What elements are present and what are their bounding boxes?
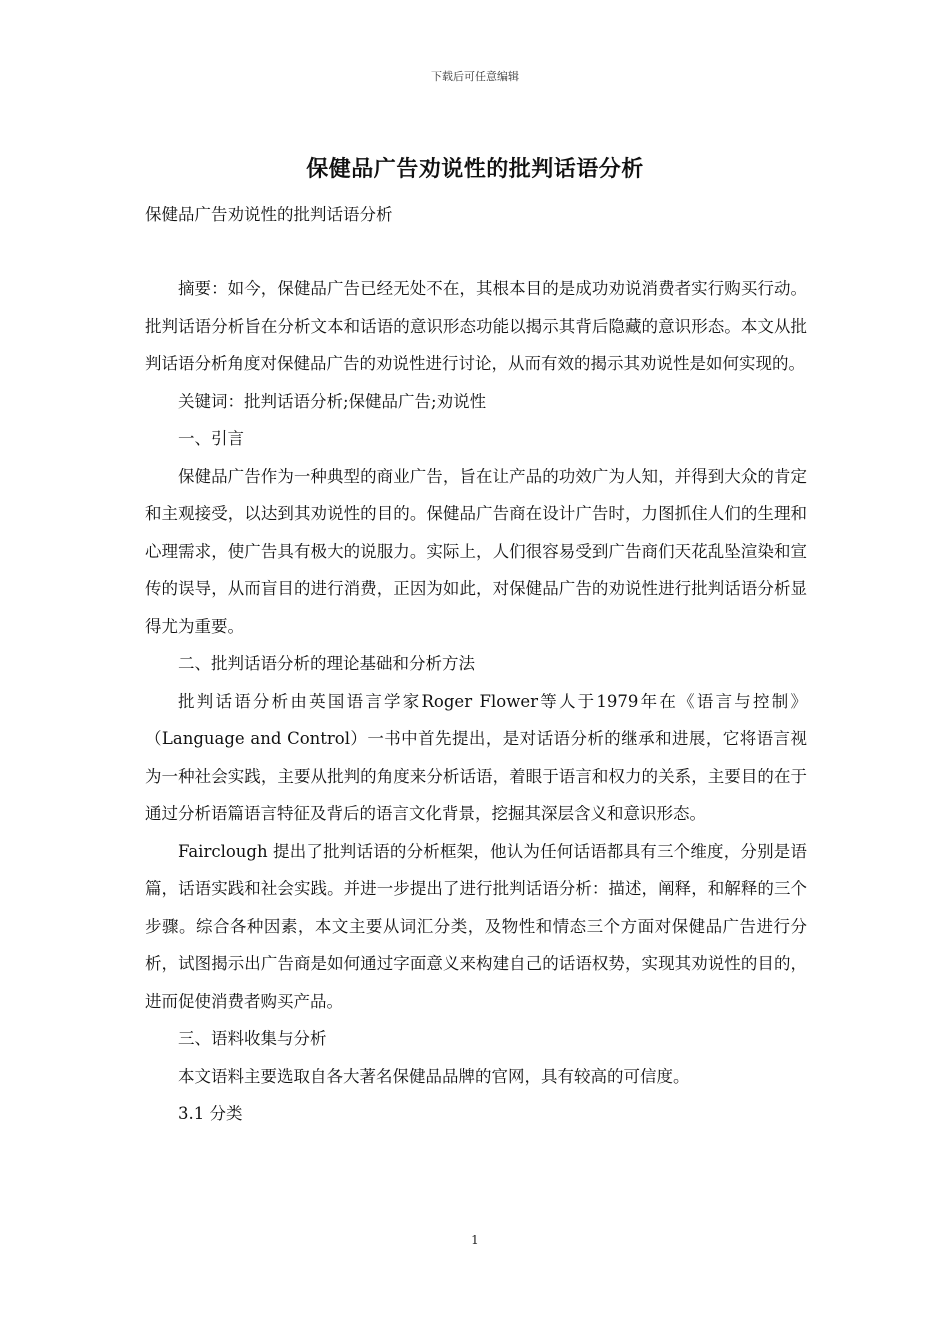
section-heading-introduction: 一、引言 [178, 429, 244, 448]
subsection-heading-classification: 3.1 分类 [178, 1104, 243, 1123]
abstract-paragraph: 摘要：如今，保健品广告已经无处不在，其根本目的是成功劝说消费者实行购买行动。批判话语分析旨在分析文本和话语的意识形态功能以揭示其背后隐藏的意识形态。本文从批判话语分析角度对保健品广告的劝说性进行讨论，从而有效的揭示其劝说性是如何实现的。 [145, 279, 807, 373]
introduction-paragraph: 保健品广告作为一种典型的商业广告，旨在让产品的功效广为人知，并得到大众的肯定和主观接受，以达到其劝说性的目的。保健品广告商在设计广告时，力图抓住人们的生理和心理需求，使广告具有极大的说服力。实际上，人们很容易受到广告商们天花乱坠渲染和宣传的误导，从而盲目的进行消费，正因为如此，对保健品广告的劝说性进行批判话语分析显得尤为重要。 [145, 466, 807, 636]
document-subtitle: 保健品广告劝说性的批判话语分析 [145, 205, 393, 224]
framework-paragraph: Fairclough 提出了批判话语的分析框架，他认为任何话语都具有三个维度，分别是语篇，话语实践和社会实践。并进一步提出了进行批判话语分析：描述，阐释，和解释的三个步骤。综合各种因素，本文主要从词汇分类，及物性和情态三个方面对保健品广告进行分析，试图揭示出广告商是如何通过字面意义来构建自己的话语权势，实现其劝说性的目的，进而促使消费者购买产品。 [145, 841, 807, 1011]
header-note: 下载后可任意编辑 [431, 70, 519, 83]
section-heading-theory: 二、批判话语分析的理论基础和分析方法 [178, 654, 475, 673]
page-number: 1 [471, 1233, 479, 1247]
document-body [145, 270, 807, 1133]
keywords-line: 关键词：批判话语分析;保健品广告;劝说性 [178, 391, 487, 411]
corpus-paragraph: 本文语料主要选取自各大著名保健品品牌的官网，具有较高的可信度。 [178, 1066, 690, 1086]
theory-paragraph: 批判话语分析由英国语言学家Roger Flower等人于1979年在《语言与控制》（Language and Control）一书中首先提出，是对话语分析的继承和进展，它将语言视为一种社会实践，主要从批判的角度来分析话语，着眼于语言和权力的关系，主要目的在于通过分析语篇语言特征及背后的语言文化背景，挖掘其深层含义和意识形态。 [145, 691, 807, 823]
document-title: 保健品广告劝说性的批判话语分析 [306, 156, 644, 182]
section-heading-corpus: 三、语料收集与分析 [178, 1029, 327, 1048]
